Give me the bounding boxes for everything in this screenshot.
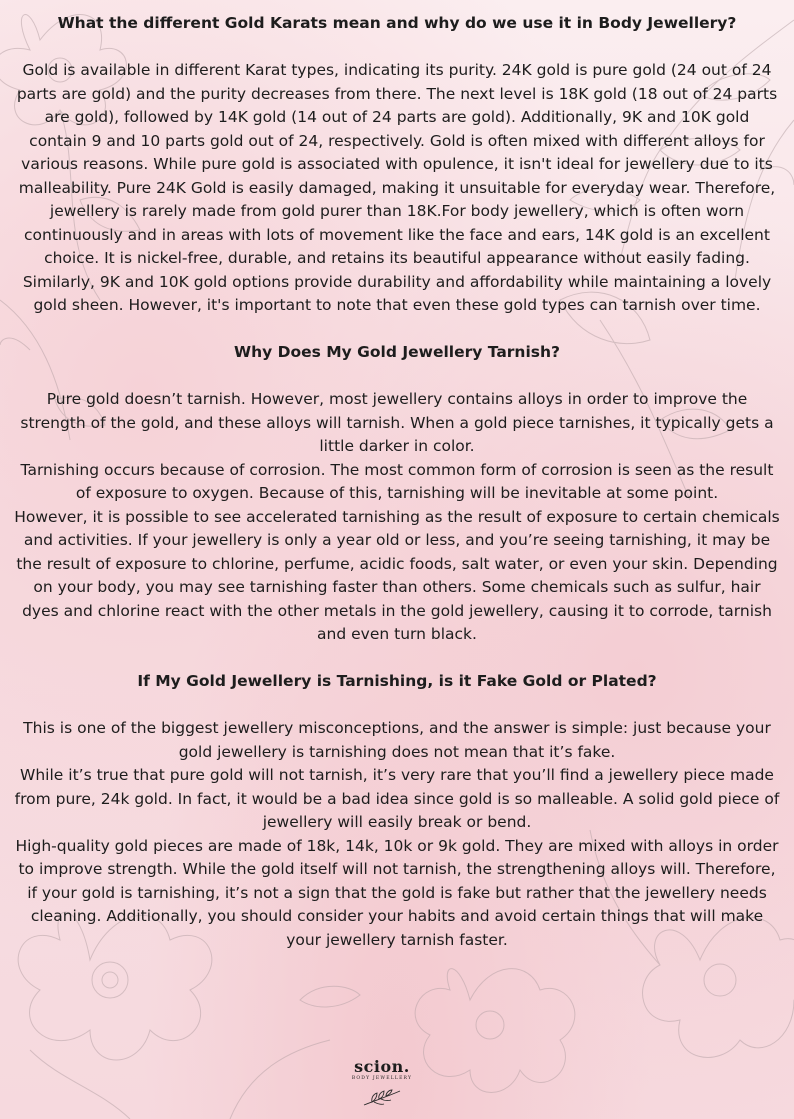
karats-paragraph: Gold is available in different Karat types, indicating its purity. 24K gold is pure gold (24 out of 24 parts are gold) and the purity decreases from there. The next level is 18K gold (18 out of 24 parts are gold), followed by 14K gold (14 out of 24 parts are gold). Additionally, 9K and 10K gold contain 9 and 10 parts gold out of 24, respectively. Gold is often mixed with different alloys for various reasons. While pure gold is associated with opulence, it isn't ideal for jewellery due to its malleability. Pure 24K Gold is easily damaged, making it unsuitable for everyday wear. Therefore, jewellery is rarely made from gold purer than 18K.For body jewellery, which is often worn continuously and in areas with lots of movement like the face and ears, 14K gold is an excellent choice. It is nickel-free, durable, and retains its beautiful appearance without easily fading. Similarly, 9K and 10K gold options provide durability and affordability while maintaining a lovely gold sheen. However, it's important to note that even these gold types can tarnish over time. [16,61,778,314]
section-heading-tarnish: Why Does My Gold Jewellery Tarnish? [233,343,561,361]
leaf-sprig-icon [360,1088,404,1108]
tarnish-paragraph-1: Pure gold doesn’t tarnish. However, most jewellery contains alloys in order to improve the strength of the gold, and these alloys will tarnish. When a gold piece tarnishes, it typically gets a little darker in color. [20,390,774,455]
logo-wordmark: scion. [354,1057,410,1076]
section-heading-karats: What the different Gold Karats mean and why do we use it in Body Jewellery? [57,14,737,32]
section-heading-fake-gold: If My Gold Jewellery is Tarnishing, is it Fake Gold or Plated? [137,672,657,690]
fake-gold-paragraph-3: High-quality gold pieces are made of 18k, 14k, 10k or 9k gold. They are mixed with alloys in order to improve strength. While the gold itself will not tarnish, the strengthening alloys will. Therefore, if your gold is tarnishing, it’s not a sign that the gold is fake but rather that the jewellery needs cleaning. Additionally, you should consider your habits and avoid certain things that will make your jewellery tarnish faster. [15,836,779,949]
article-body [14,12,780,952]
fake-gold-paragraph-1: This is one of the biggest jewellery misconceptions, and the answer is simple: just because your gold jewellery is tarnishing does not mean that it’s fake. [23,719,771,761]
brand-logo [347,1058,417,1108]
tarnish-paragraph-3: However, it is possible to see accelerated tarnishing as the result of exposure to certain chemicals and activities. If your jewellery is only a year old or less, and you’re seeing tarnishing, it may be the result of exposure to chlorine, perfume, acidic foods, salt water, or even your skin. Depending on your body, you may see tarnishing faster than others. Some chemicals such as sulfur, hair dyes and chlorine react with the other metals in the gold jewellery, causing it to corrode, tarnish and even turn black. [14,507,780,643]
fake-gold-paragraph-2: While it’s true that pure gold will not tarnish, it’s very rare that you’ll find a jewellery piece made from pure, 24k gold. In fact, it would be a bad idea since gold is so malleable. A solid gold piece of jewellery will easily break or bend. [14,766,780,831]
tarnish-paragraph-2: Tarnishing occurs because of corrosion. The most common form of corrosion is seen as the result of exposure to oxygen. Because of this, tarnishing will be inevitable at some point. [20,460,774,502]
logo-tagline: BODY JEWELLERY [351,1076,413,1081]
